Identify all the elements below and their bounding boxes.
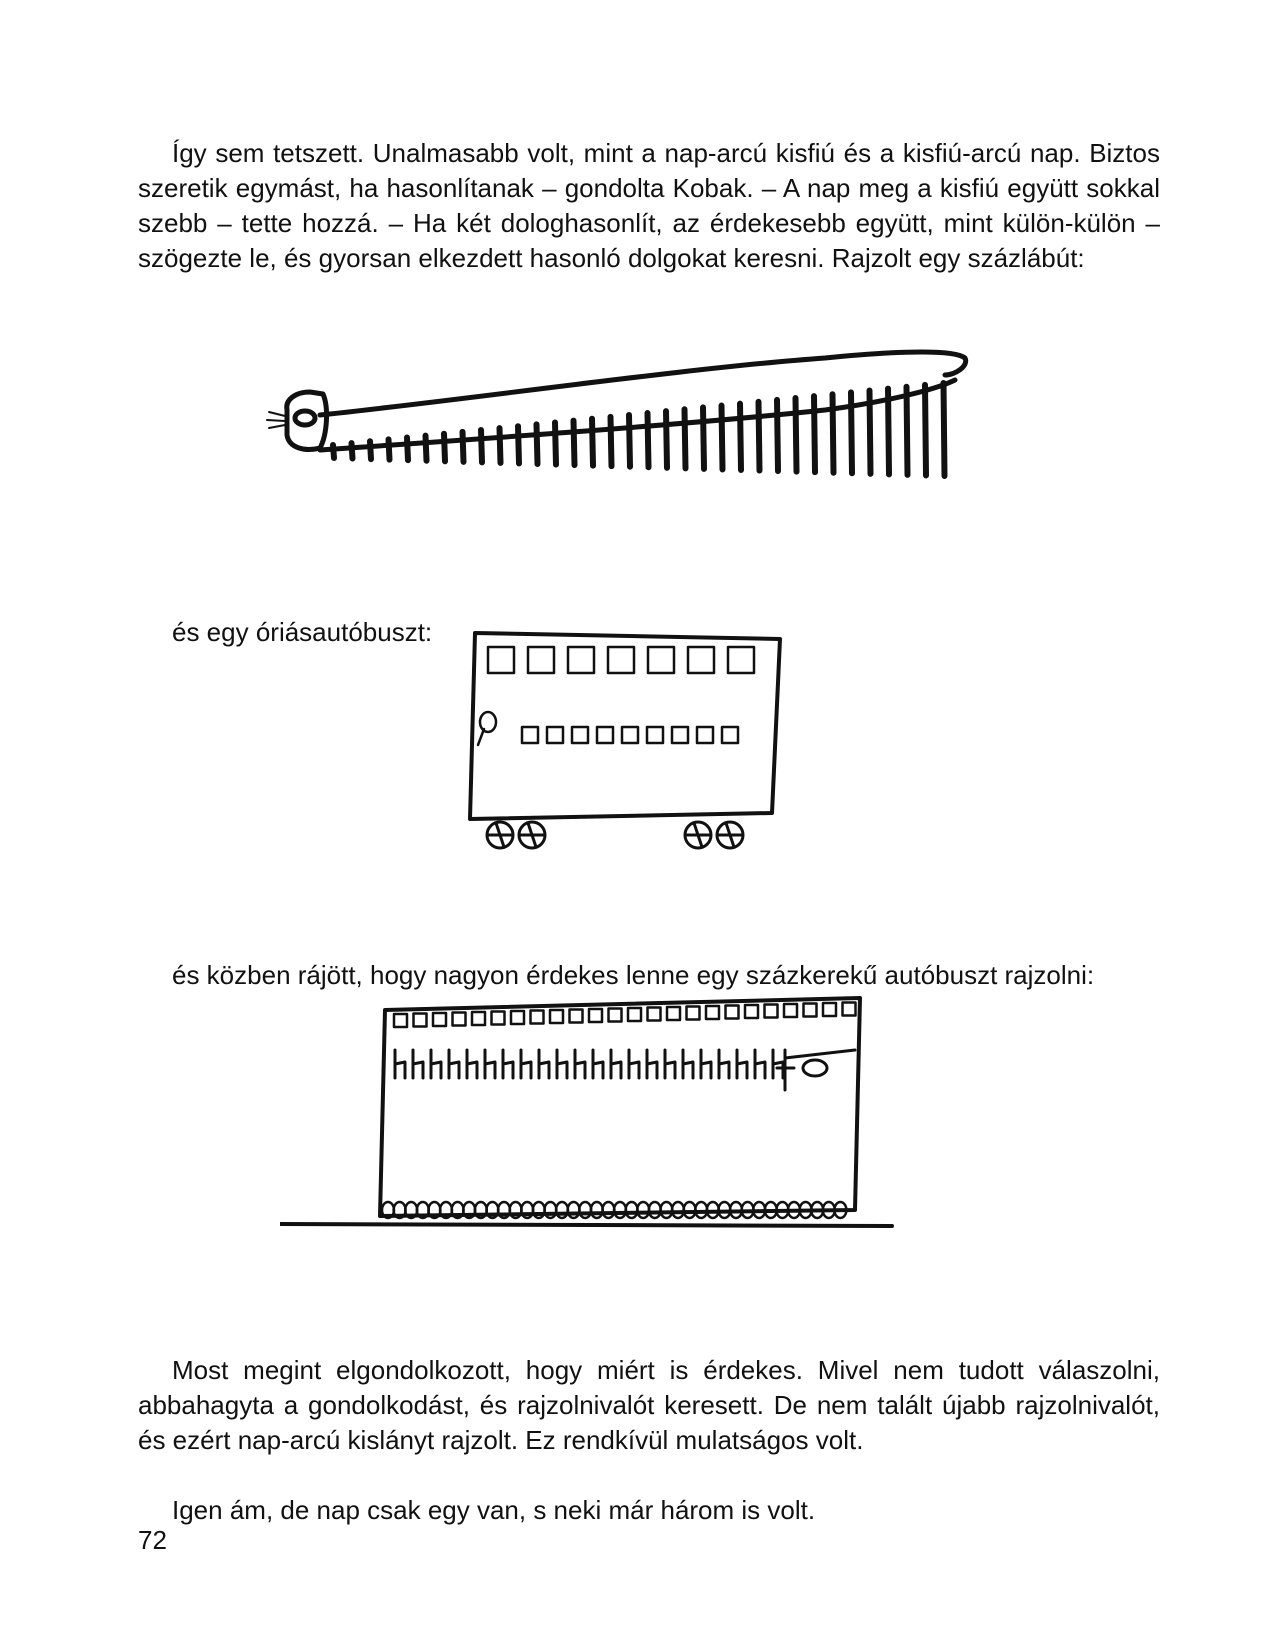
bus-window	[622, 727, 638, 743]
bus-window	[687, 1007, 700, 1020]
bus-window	[804, 1004, 817, 1017]
centipede-leg	[518, 426, 519, 463]
bus-window	[492, 1012, 505, 1025]
bus-seat	[557, 1050, 567, 1078]
centipede-leg	[703, 407, 704, 468]
bus-window	[726, 1006, 739, 1019]
centipede-leg	[333, 445, 334, 458]
bus-window	[697, 727, 713, 743]
bus-window	[667, 1007, 680, 1020]
bus-window	[672, 727, 688, 743]
bus-window	[688, 647, 714, 673]
centipede-leg	[389, 439, 390, 459]
bus-seat	[647, 1050, 657, 1078]
bus-wheel	[602, 1202, 614, 1218]
bus-window	[728, 647, 754, 673]
bus-seat	[611, 1050, 621, 1078]
bus-window	[528, 647, 554, 673]
bus-window	[647, 727, 663, 743]
bus-seat	[521, 1050, 531, 1078]
bus-window	[609, 1009, 622, 1022]
centipede-leg	[574, 421, 575, 466]
bus-seat	[593, 1050, 603, 1078]
paragraph-1: Így sem tetszett. Unalmasabb volt, mint a nap-arcú kisfiú és a kisfiú-arcú nap. Biztos szeretik egymást, ha hasonlítanak – gondolta Kobak. – A nap meg a kisfiú együtt sokkal szebb – tette hozzá. – Ha két dologhasonlít, az érdekesebb együtt, mint külön-külön – szögezte le, és gyorsan elkezdett hasonló dolgokat keresni. Rajzolt egy százlábút:	[138, 138, 1160, 273]
bus-seat	[719, 1050, 729, 1078]
bus-seat	[539, 1050, 549, 1078]
centipede-leg	[925, 385, 926, 476]
centipede-leg	[666, 411, 667, 468]
centipede-leg	[944, 383, 945, 476]
bus-window	[628, 1008, 641, 1021]
centipede-leg	[537, 424, 538, 464]
centipede-leg	[740, 404, 741, 470]
bus-window	[843, 1003, 856, 1016]
bus-window	[608, 647, 634, 673]
centipede-leg	[370, 441, 371, 459]
bus-seat	[503, 1050, 513, 1078]
bus-wheel	[637, 1202, 649, 1218]
bus-wheel	[672, 1202, 684, 1218]
bus-window	[568, 647, 594, 673]
bus-seat	[395, 1050, 405, 1078]
bus-seat	[701, 1050, 711, 1078]
bus-wheel	[649, 1202, 661, 1218]
bus-seat	[467, 1050, 477, 1078]
bus-window	[823, 1003, 836, 1016]
bus-seat	[575, 1050, 585, 1078]
bus-seat	[683, 1050, 693, 1078]
hundred-wheel-bus-drawing	[280, 980, 900, 1240]
bus-window	[414, 1014, 427, 1027]
bus-window	[531, 1011, 544, 1024]
centipede-leg	[814, 396, 815, 472]
page-number: 72	[138, 1525, 167, 1555]
bus-wheel	[568, 1202, 580, 1218]
bus-wheel	[614, 1202, 626, 1218]
bus-window	[784, 1004, 797, 1017]
paragraph-4: Most megint elgondolkozott, hogy miért is érdekes. Mivel nem tudott válaszolni, abbahagyta a gondolkodást, és rajzolnivalót keresett. De nem talált újabb rajzolnivalót, és ezért nap-arcú kislányt rajzolt. Ez rendkívül mulatságos volt.	[138, 1355, 1160, 1455]
bus-window	[706, 1006, 719, 1019]
centipede-leg	[648, 413, 649, 467]
paragraph-3: és közben rájött, hogy nagyon érdekes lenne egy százkerekű autóbuszt rajzolni:	[172, 960, 1095, 990]
centipede-leg	[611, 417, 612, 466]
bus-seat	[413, 1050, 423, 1078]
giant-bus-drawing	[460, 625, 800, 875]
centipede-leg	[833, 394, 834, 472]
bus-window	[648, 1008, 661, 1021]
bus-window	[522, 727, 538, 743]
centipede-leg	[407, 437, 408, 460]
bus-window	[511, 1011, 524, 1024]
bus-window	[472, 1012, 485, 1025]
bus-window	[453, 1013, 466, 1026]
centipede-leg	[907, 387, 908, 475]
bus-window	[597, 727, 613, 743]
centipede-leg	[888, 389, 889, 475]
centipede-leg	[629, 415, 630, 467]
bus-window	[433, 1013, 446, 1026]
centipede-leg	[759, 402, 760, 471]
paragraph-5: Igen ám, de nap csak egy van, s neki már három is volt.	[172, 1495, 816, 1525]
centipede-leg	[722, 406, 723, 470]
bus-window	[550, 1010, 563, 1023]
bus-seat	[449, 1050, 459, 1078]
bus-window	[488, 647, 514, 673]
centipede-leg	[426, 436, 427, 461]
centipede-leg	[592, 419, 593, 466]
centipede-leg	[463, 432, 464, 462]
centipede-leg	[777, 400, 778, 471]
bus-window	[572, 727, 588, 743]
bus-seat	[755, 1050, 765, 1078]
centipede-leg	[444, 434, 445, 462]
centipede-leg	[870, 391, 871, 474]
centipede-leg	[851, 392, 852, 473]
bus-wheel	[626, 1202, 638, 1218]
centipede-leg	[352, 443, 353, 458]
bus-window	[547, 727, 563, 743]
centipede-leg	[685, 409, 686, 468]
bus-seat	[629, 1050, 639, 1078]
bus-window	[394, 1014, 407, 1027]
centipede-leg	[500, 428, 501, 463]
paragraph-2: és egy óriásautóbuszt:	[172, 617, 433, 647]
bus-wheel	[684, 1202, 696, 1218]
centipede-leg	[796, 398, 797, 472]
bus-seat	[665, 1050, 675, 1078]
bus-seat	[485, 1050, 495, 1078]
bus-wheel	[660, 1202, 672, 1218]
bus-window	[722, 727, 738, 743]
bus-wheel	[579, 1202, 591, 1218]
bus-wheel	[591, 1202, 603, 1218]
bus-seat	[431, 1050, 441, 1078]
bus-seat	[773, 1050, 783, 1078]
centipede-leg	[555, 422, 556, 464]
centipede-drawing	[265, 330, 985, 490]
bus-window	[745, 1005, 758, 1018]
bus-window	[589, 1009, 602, 1022]
bus-window	[570, 1010, 583, 1023]
bus-window	[648, 647, 674, 673]
centipede-leg	[481, 430, 482, 462]
bus-seat	[737, 1050, 747, 1078]
bus-window	[765, 1005, 778, 1018]
